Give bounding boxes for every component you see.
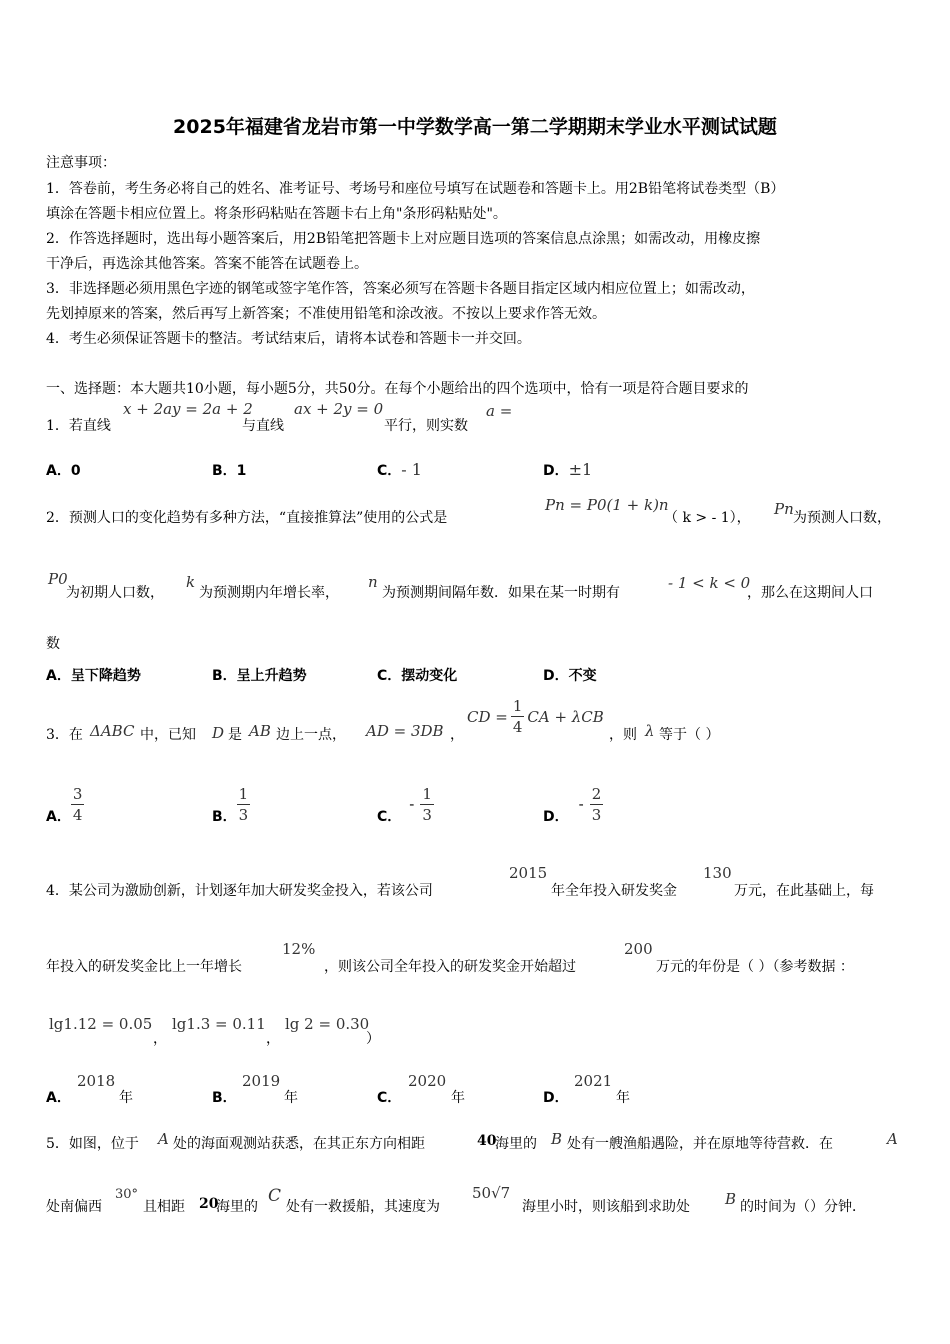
q5-point-a-2: A xyxy=(887,1130,898,1148)
q3-option-d[interactable] xyxy=(543,782,603,826)
q3-fraction xyxy=(511,696,525,737)
q4-text-c: 万元，在此基础上，每 xyxy=(734,883,874,899)
q4-percent: 12% xyxy=(282,940,316,958)
q5-text-f: 且相距 xyxy=(143,1199,185,1215)
q4-option-b[interactable] xyxy=(212,1087,237,1107)
q3-text-e: ， xyxy=(450,727,464,743)
q4-amount: 130 xyxy=(703,864,732,882)
q2-pn: Pn xyxy=(774,500,794,518)
q2-k: k xyxy=(186,573,196,591)
q4-option-a-unit: 年 xyxy=(119,1090,133,1106)
q3-option-b[interactable] xyxy=(212,782,250,826)
q4-option-b-label: B． xyxy=(212,1090,237,1106)
q2-option-c-label: C．摆动变化 xyxy=(377,668,458,684)
q4-option-d-value: 2021 xyxy=(574,1072,613,1090)
q4-option-d-unit: 年 xyxy=(616,1090,630,1106)
q5-text-g: 海里的 xyxy=(216,1199,258,1215)
q4-text-a: 4．某公司为激励创新，计划逐年加大研发奖金投入，若该公司 xyxy=(46,883,433,899)
notes-line-4: 4．考生必须保证答题卡的整洁。考试结束后，请将本试卷和答题卡一并交回。 xyxy=(46,331,531,347)
q3-text-b: 中，已知 xyxy=(140,727,196,743)
q4-comma-2: ， xyxy=(266,1031,280,1047)
q4-text-b: 年全年投入研发奖金 xyxy=(551,883,677,899)
q2-option-b[interactable] xyxy=(212,665,307,685)
q2-p0: P0 xyxy=(48,570,68,588)
q3-option-c-sign: - xyxy=(409,795,415,813)
q3-text-g: 等于（ ） xyxy=(659,727,720,743)
q4-ref-1: lg1.12 = 0.05 xyxy=(49,1015,153,1033)
q3-text-a: 3．在 xyxy=(46,727,83,743)
q1-option-b-label: B．1 xyxy=(212,463,247,479)
q5-distance-20: 20 xyxy=(199,1196,219,1212)
q4-text-e: ，则该公司全年投入的研发奖金开始超过 xyxy=(324,959,576,975)
q3-option-a-num: 3 xyxy=(72,784,83,803)
q4-text-d: 年投入的研发奖金比上一年增长 xyxy=(46,959,242,975)
q1-option-b[interactable] xyxy=(212,460,246,480)
notes-line-3a: 3．非选择题必须用黑色字迹的钢笔或签字笔作答，答案必须写在答题卡各题目指定区域内相应位置上；如需改动， xyxy=(46,281,755,297)
q4-option-c-value: 2020 xyxy=(408,1072,447,1090)
q3-option-d-den: 3 xyxy=(591,805,602,824)
question-1 xyxy=(46,415,111,435)
q1-text-b: 与直线 xyxy=(242,418,284,434)
q4-year: 2015 xyxy=(509,864,548,882)
q2-option-a-label: A．呈下降趋势 xyxy=(46,668,141,684)
q5-text-c: 海里的 xyxy=(495,1136,537,1152)
q5-angle: 30° xyxy=(115,1187,139,1202)
q3-option-d-label: D． xyxy=(543,809,569,825)
q1-option-c-label: C． xyxy=(377,463,402,479)
q2-text-b: 为预测人口数， xyxy=(793,510,891,526)
q3-option-c[interactable] xyxy=(377,782,434,826)
q3-option-a[interactable] xyxy=(46,782,84,826)
q4-option-b-unit: 年 xyxy=(284,1090,298,1106)
q1-option-d-value: ±1 xyxy=(568,460,593,479)
q5-point-a: A xyxy=(158,1130,169,1148)
notes-heading: 注意事项： xyxy=(46,155,116,171)
notes-line-2a: 2．作答选择题时，选出每小题答案后，用2B铅笔把答题卡上对应题目选项的答案信息点涂黑；如需改动，用橡皮擦 xyxy=(46,231,761,247)
q1-option-a-label: A．0 xyxy=(46,463,81,479)
q2-n: n xyxy=(368,573,378,591)
q1-option-d[interactable] xyxy=(543,460,592,480)
q3-option-a-den: 4 xyxy=(72,805,83,824)
q2-option-c[interactable] xyxy=(377,665,457,685)
q2-option-d-label: D．不变 xyxy=(543,668,597,684)
q3-option-c-den: 3 xyxy=(422,805,432,824)
q3-segment-ab: AB xyxy=(249,722,271,740)
q3-vector-right: CA + λCB xyxy=(527,707,604,726)
q4-option-d[interactable] xyxy=(543,1087,569,1107)
q3-option-d-num: 2 xyxy=(591,784,602,803)
q2-option-a[interactable] xyxy=(46,665,141,685)
q3-lambda: λ xyxy=(645,722,655,740)
q3-option-c-fraction xyxy=(420,784,434,825)
q5-point-b-2: B xyxy=(725,1190,737,1208)
q3-vector-left: CD = xyxy=(467,707,508,726)
q3-option-c-num: 1 xyxy=(422,784,432,803)
q5-text-h: 处有一救援船，其速度为 xyxy=(286,1199,440,1215)
q2-text-f: ，那么在这期间人口 xyxy=(747,585,873,601)
q4-ref-2: lg1.3 = 0.11 xyxy=(172,1015,266,1033)
q4-close: ） xyxy=(366,1031,380,1047)
page-title: 2025年福建省龙岩市第一中学数学高一第二学期期末学业水平测试试题 xyxy=(173,116,777,138)
q3-triangle: ΔABC xyxy=(90,722,135,740)
q1-option-c-value: - 1 xyxy=(401,460,422,479)
q4-option-c-label: C． xyxy=(377,1090,402,1106)
q5-text-i: 海里小时，则该船到求助处 xyxy=(522,1199,690,1215)
q2-option-b-label: B．呈上升趋势 xyxy=(212,668,307,684)
q2-text-c: 为初期人口数， xyxy=(66,585,164,601)
q4-comma-1: ， xyxy=(153,1031,167,1047)
q2-text-e: 为预测期间隔年数．如果在某一时期有 xyxy=(382,585,620,601)
q2-text-a: 2．预测人口的变化趋势有多种方法，“直接推算法”使用的公式是 xyxy=(46,510,448,526)
q4-option-a-label: A． xyxy=(46,1090,71,1106)
q5-text-d: 处有一艘渔船遇险，并在原地等待营救．在 xyxy=(567,1136,833,1152)
q3-option-b-label: B． xyxy=(212,809,237,825)
q3-option-b-fraction xyxy=(237,784,251,825)
q1-equation-2: ax + 2y = 0 xyxy=(294,400,384,418)
q3-option-b-num: 1 xyxy=(238,784,249,803)
q5-point-c: C xyxy=(268,1186,282,1206)
q2-option-d[interactable] xyxy=(543,665,597,685)
q3-option-c-label: C． xyxy=(377,809,402,825)
q1-option-c[interactable] xyxy=(377,460,422,480)
q2-range: - 1 < k < 0 xyxy=(668,574,751,592)
q2-text-d: 为预测期内年增长率， xyxy=(199,585,339,601)
q3-option-b-den: 3 xyxy=(238,805,249,824)
q2-formula: Pn = P0(1 + k)n xyxy=(545,496,669,514)
q3-vector-equation xyxy=(467,696,604,737)
q3-option-a-label: A． xyxy=(46,809,71,825)
q2-text-g: 数 xyxy=(46,636,60,652)
q3-fraction-den: 4 xyxy=(512,718,523,736)
q1-text-a: 1．若直线 xyxy=(46,418,111,434)
q1-equation-1: x + 2ay = 2a + 2 xyxy=(123,400,253,418)
q5-distance-40: 40 xyxy=(477,1133,497,1149)
q4-option-c-unit: 年 xyxy=(451,1090,465,1106)
q3-text-d: 边上一点， xyxy=(276,727,346,743)
q5-text-j: 的时间为（）分钟． xyxy=(740,1199,866,1215)
q3-text-c: 是 xyxy=(228,727,242,743)
q1-text-c: 平行，则实数 xyxy=(384,418,468,434)
q3-option-d-sign: - xyxy=(578,795,584,813)
q5-text-e: 处南偏西 xyxy=(46,1199,102,1215)
q5-speed: 50√7 xyxy=(472,1184,511,1202)
q4-option-c[interactable] xyxy=(377,1087,401,1107)
notes-line-2b: 干净后，再选涂其他答案。答案不能答在试题卷上。 xyxy=(46,256,368,272)
q4-ref-3: lg 2 = 0.30 xyxy=(285,1015,370,1033)
q3-point-d: D xyxy=(212,724,225,742)
q4-threshold: 200 xyxy=(624,940,653,958)
q1-option-d-label: D． xyxy=(543,463,569,479)
notes-line-3b: 先划掉原来的答案，然后再写上新答案；不准使用铅笔和涂改液。不按以上要求作答无效。 xyxy=(46,306,606,322)
q4-option-b-value: 2019 xyxy=(242,1072,281,1090)
notes-line-1a: 1．答卷前，考生务必将自己的姓名、准考证号、考场号和座位号填写在试题卷和答题卡上。用2B铅笔将试卷类型（B） xyxy=(46,181,785,197)
q5-text-b: 处的海面观测站获悉，在其正东方向相距 xyxy=(173,1136,425,1152)
q4-option-a-value: 2018 xyxy=(77,1072,116,1090)
q3-fraction-num: 1 xyxy=(512,697,523,715)
q5-text-a: 5．如图，位于 xyxy=(46,1136,139,1152)
q4-option-a[interactable] xyxy=(46,1087,71,1107)
q3-condition: AD = 3DB xyxy=(366,722,444,740)
q3-option-a-fraction xyxy=(71,784,85,825)
section-heading: 一、选择题：本大题共10小题，每小题5分，共50分。在每个小题给出的四个选项中，恰有一项是符合题目要求的 xyxy=(46,381,749,397)
q1-variable: a = xyxy=(486,402,513,420)
q4-text-f: 万元的年份是（ ）（参考数据 ： xyxy=(656,959,854,975)
q3-text-f: ，则 xyxy=(609,727,637,743)
q5-point-b: B xyxy=(551,1130,563,1148)
q2-condition: （ k > - 1）， xyxy=(664,510,751,526)
notes-line-1b: 填涂在答题卡相应位置上。将条形码粘贴在答题卡右上角"条形码粘贴处"。 xyxy=(46,206,507,222)
q3-option-d-fraction xyxy=(590,784,604,825)
q4-option-d-label: D． xyxy=(543,1090,569,1106)
q1-option-a[interactable] xyxy=(46,460,81,480)
